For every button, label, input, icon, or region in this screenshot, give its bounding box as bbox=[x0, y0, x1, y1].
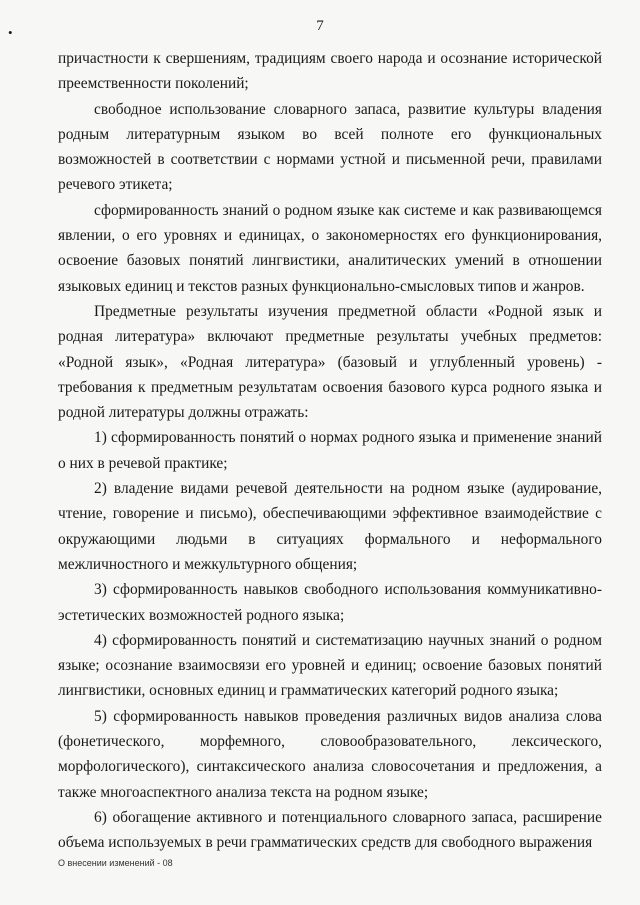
list-item-2: 2) владение видами речевой деятельности на родном языке (аудирование, чтение, говорение и письмо), обеспечивающими эффективное взаимодействие с окружающими людьми в ситуациях формального и неформального межличностного и межкультурного общения; bbox=[58, 480, 602, 573]
list-item-4: 4) сформированность понятий и систематизацию научных знаний о родном языке; осознание взаимосвязи его уровней и единиц; освоение базовых понятий лингвистики, основных единиц и грамматических категорий родного языка; bbox=[58, 631, 602, 700]
list-item-3: 3) сформированность навыков свободного использования коммуникативно-эстетических возможностей родного языка; bbox=[58, 581, 602, 624]
paragraph-vocabulary-use: свободное использование словарного запаса, развитие культуры владения родным литературным языком во всей полноте его функциональных возможностей в соответствии с нормами устной и письменной речи, правилами речевого этикета; bbox=[58, 100, 602, 194]
margin-mark: • bbox=[8, 25, 13, 40]
paragraph-language-knowledge: сформированность знаний о родном языке как системе и как развивающемся явлении, о его уровнях и единицах, о закономерностях его функционирования, освоение базовых понятий лингвистики, аналитических умений в отношении языковых единиц и текстов разных функционально-смысловых типов и жанров. bbox=[58, 201, 602, 295]
list-item-5: 5) сформированность навыков проведения различных видов анализа слова (фонетического, морфемного, словообразовательного, лексического, морфологического), синтаксического анализа словосочетания и предложения, а также многоаспектного анализа текста на родном языке; bbox=[58, 707, 602, 801]
footer-note: О внесении изменений - 08 bbox=[58, 858, 173, 868]
page-number: 7 bbox=[316, 18, 324, 34]
paragraph-continuation: причастности к свершениям, традициям своего народа и осознание исторической преемственности поколений; bbox=[58, 50, 602, 93]
list-item-6: 6) обогащение активного и потенциального словарного запаса, расширение объема используемых в речи грамматических средств для свободного выражения bbox=[58, 808, 602, 852]
document-body bbox=[58, 46, 602, 856]
paragraph-subject-results: Предметные результаты изучения предметной области «Родной язык и родная литература» включают предметные результаты учебных предметов: «Родной язык», «Родная литература» (базовый и углубленный уровень) - требования к предметным результатам освоения базового курса родного языка и родной литературы должны отражать: bbox=[58, 302, 602, 422]
list-item-1: 1) сформированность понятий о нормах родного языка и применение знаний о них в речевой практике; bbox=[58, 429, 602, 472]
